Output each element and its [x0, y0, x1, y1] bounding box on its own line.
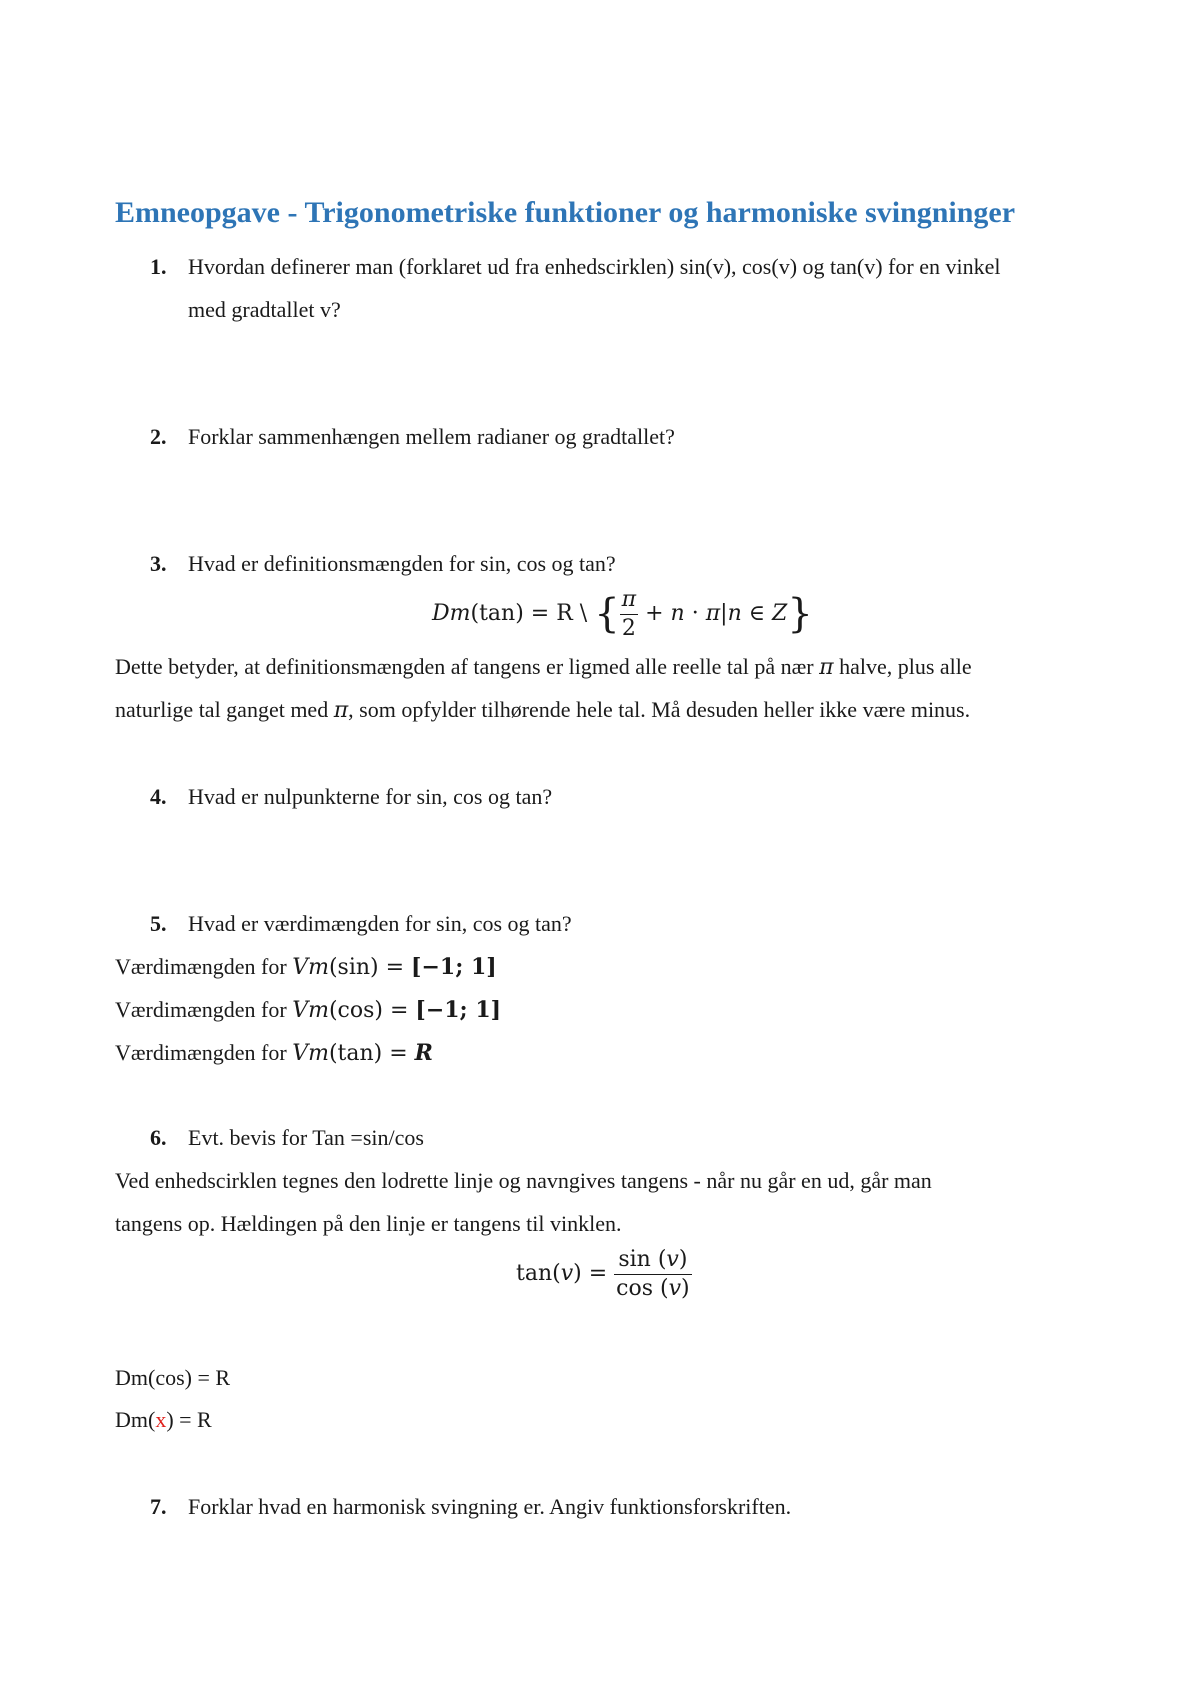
question-text: Evt. bevis for Tan =sin/cos — [188, 1125, 424, 1150]
question-number: 5. — [150, 911, 167, 936]
question-text: Forklar sammenhængen mellem radianer og gradtallet? — [188, 424, 675, 449]
question-4 — [150, 784, 552, 810]
question-5 — [150, 911, 572, 937]
question-number: 1. — [150, 254, 167, 279]
question-3 — [150, 551, 616, 577]
question-number: 3. — [150, 551, 167, 576]
question-number: 2. — [150, 424, 167, 449]
dm-cos-line: Dm(cos) = R — [115, 1365, 231, 1390]
question-6 — [150, 1125, 424, 1151]
question-1 — [150, 254, 1000, 280]
answer-3-line-1: Dette betyder, at definitionsmængden af tangens er ligmed alle reelle tal på nær π halve, plus alle — [115, 654, 972, 680]
right-brace: } — [787, 591, 813, 637]
sin-over-cos-fraction: $\frac{\sin (v)}{\cos (v)}$ — [616, 1247, 690, 1301]
range-line-sin: Værdimængden for Vm(sin) = [−1; 1] — [115, 954, 497, 980]
answer-6-line-2: tangens op. Hældingen på den linje er tangens til vinklen. — [115, 1211, 622, 1236]
question-2 — [150, 424, 675, 450]
question-number: 7. — [150, 1494, 167, 1519]
domain-tan-equation: Dm(tan) = R \ { $\frac{\pi}{2}$ + n · π|n ∈ Z} — [432, 587, 813, 641]
question-text: Hvad er definitionsmængden for sin, cos og tan? — [188, 551, 616, 576]
answer-6-line-1: Ved enhedscirklen tegnes den lodrette linje og navngives tangens - når nu går en ud, går man — [115, 1168, 932, 1193]
tan-identity-equation: tan(v) = $\frac{\sin (v)}{\cos (v)}$ — [516, 1247, 690, 1301]
question-number: 4. — [150, 784, 167, 809]
question-text: Hvad er værdimængden for sin, cos og tan? — [188, 911, 572, 936]
answer-3-line-2: naturlige tal ganget med π, som opfylder tilhørende hele tal. Må desuden heller ikke være minus. — [115, 697, 971, 723]
dm-x-line: Dm(x) = R — [115, 1407, 212, 1432]
question-number: 6. — [150, 1125, 167, 1150]
question-text: Hvad er nulpunkterne for sin, cos og tan? — [188, 784, 553, 809]
question-1-continuation: med gradtallet v? — [188, 297, 341, 322]
pi-half-fraction: $\frac{\pi}{2}$ — [621, 587, 637, 641]
left-brace: { — [594, 591, 620, 637]
range-line-tan: Værdimængden for Vm(tan) = R — [115, 1040, 433, 1066]
range-line-cos: Værdimængden for Vm(cos) = [−1; 1] — [115, 997, 502, 1023]
question-text: Hvordan definerer man (forklaret ud fra enhedscirklen) sin(v), cos(v) og tan(v) for en vinkel — [188, 254, 1001, 279]
error-mark: x — [155, 1407, 167, 1432]
page-title: Emneopgave - Trigonometriske funktioner og harmoniske svingninger — [115, 196, 1016, 229]
question-7 — [150, 1494, 791, 1520]
question-text: Forklar hvad en harmonisk svingning er. Angiv funktionsforskriften. — [188, 1494, 792, 1519]
